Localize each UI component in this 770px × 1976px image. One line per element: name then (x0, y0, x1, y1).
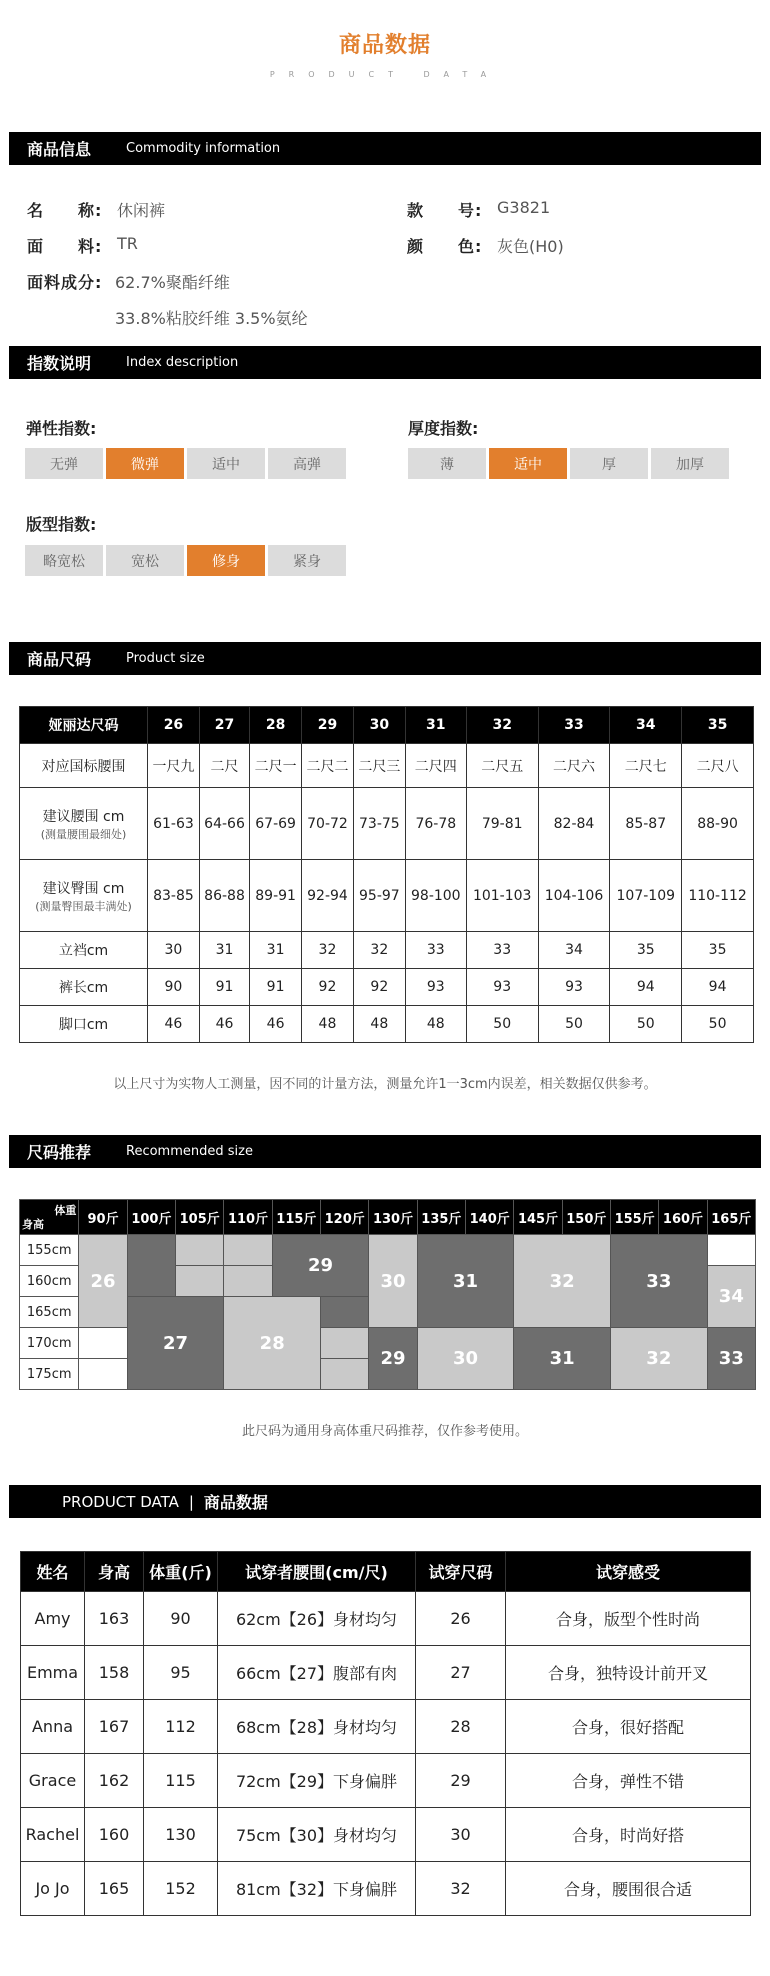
fit-option-selected[interactable]: 修身 (187, 545, 265, 576)
try-cell: 30 (416, 1808, 506, 1862)
info-label: 面料成分: (27, 273, 103, 292)
product-data-separator: | (188, 1492, 194, 1511)
section-bar-index (9, 346, 761, 379)
try-cell: 27 (416, 1646, 506, 1700)
recommend-cell-blank (176, 1266, 224, 1297)
size-cell: 91 (250, 969, 302, 1006)
size-col: 35 (682, 707, 754, 744)
try-header: 身高 (85, 1552, 144, 1592)
size-cell: 50 (466, 1006, 538, 1043)
size-cell: 二尺一 (250, 744, 302, 788)
size-cell: 101-103 (466, 860, 538, 932)
try-cell: 130 (144, 1808, 218, 1862)
size-cell: 104-106 (538, 860, 610, 932)
size-row (20, 1006, 754, 1043)
info-composition (27, 270, 230, 293)
recommend-cell-blank (321, 1297, 369, 1328)
recommend-cell: 33 (707, 1328, 755, 1390)
weight-col: 155斤 (611, 1200, 659, 1235)
recommend-cell: 29 (272, 1235, 369, 1297)
weight-col: 150斤 (562, 1200, 610, 1235)
size-cell: 33 (466, 932, 538, 969)
recommend-header-row (20, 1200, 756, 1235)
size-cell: 48 (405, 1006, 466, 1043)
size-cell: 46 (250, 1006, 302, 1043)
recommend-cell: 27 (127, 1297, 224, 1390)
size-row (20, 860, 754, 932)
try-cell: 95 (144, 1646, 218, 1700)
fit-title: 版型指数: (26, 515, 97, 534)
size-header-row (20, 707, 754, 744)
section-title-cn: 尺码推荐 (27, 1143, 92, 1162)
page-subtitle: PRODUCT DATA (269, 70, 501, 79)
recommend-cell: 32 (514, 1235, 611, 1328)
weight-col: 130斤 (369, 1200, 417, 1235)
try-cell: 66cm【27】腹部有肉 (218, 1646, 416, 1700)
size-cell: 32 (302, 932, 354, 969)
size-cell: 34 (538, 932, 610, 969)
weight-col: 165斤 (707, 1200, 755, 1235)
size-cell: 64-66 (199, 788, 249, 860)
size-note: 以上尺寸为实物人工测量，因不同的计量方法，测量允许1一3cm内误差，相关数据仅供参考。 (113, 1077, 657, 1092)
try-cell: 81cm【32】下身偏胖 (218, 1862, 416, 1916)
elastic-option-selected[interactable]: 微弹 (106, 448, 184, 479)
size-cell: 92-94 (302, 860, 354, 932)
size-row-label-text: 建议臀围 cm (42, 880, 125, 897)
size-cell: 48 (302, 1006, 354, 1043)
try-cell: 90 (144, 1592, 218, 1646)
elastic-option[interactable]: 适中 (187, 448, 265, 479)
size-row (20, 969, 754, 1006)
info-value: 33.8%粘胶纤维 3.5%氨纶 (115, 309, 308, 328)
weight-col: 105斤 (176, 1200, 224, 1235)
recommend-cell-blank (79, 1328, 127, 1359)
recommend-note: 此尺码为通用身高体重尺码推荐，仅作参考使用。 (241, 1424, 528, 1439)
try-header-row (21, 1552, 751, 1592)
elastic-option[interactable]: 高弹 (268, 448, 346, 479)
try-row (21, 1646, 751, 1700)
thickness-option[interactable]: 加厚 (651, 448, 729, 479)
info-label: 款 号: (407, 201, 483, 220)
recommend-cell: 31 (417, 1235, 514, 1328)
try-cell: 160 (85, 1808, 144, 1862)
size-cell: 93 (405, 969, 466, 1006)
recommend-cell-blank (127, 1235, 175, 1297)
section-bar-recommend (9, 1135, 761, 1168)
size-cell: 二尺二 (302, 744, 354, 788)
recommend-cell: 33 (611, 1235, 708, 1328)
try-cell: 72cm【29】下身偏胖 (218, 1754, 416, 1808)
try-cell: 115 (144, 1754, 218, 1808)
fit-option[interactable]: 略宽松 (25, 545, 103, 576)
try-cell: 29 (416, 1754, 506, 1808)
recommend-cell-blank (224, 1235, 272, 1266)
weight-col: 120斤 (321, 1200, 369, 1235)
size-cell: 46 (199, 1006, 249, 1043)
size-cell: 二尺六 (538, 744, 610, 788)
size-row-label-text: 对应国标腰围 (41, 758, 126, 775)
size-cell: 31 (250, 932, 302, 969)
info-style (407, 198, 550, 221)
thickness-option[interactable]: 薄 (408, 448, 486, 479)
recommend-cell: 34 (707, 1266, 755, 1328)
size-row (20, 788, 754, 860)
size-col: 29 (302, 707, 354, 744)
section-title-cn: 商品尺码 (27, 650, 92, 669)
recommend-cell: 28 (224, 1297, 321, 1390)
elastic-title: 弹性指数: (26, 419, 97, 438)
thickness-option-selected[interactable]: 适中 (489, 448, 567, 479)
size-cell: 86-88 (199, 860, 249, 932)
try-row (21, 1592, 751, 1646)
try-cell: Anna (21, 1700, 85, 1754)
recommend-table (19, 1199, 756, 1390)
try-row (21, 1700, 751, 1754)
size-col: 27 (199, 707, 249, 744)
size-cell: 93 (538, 969, 610, 1006)
height-row-label: 165cm (20, 1297, 79, 1328)
size-cell: 93 (466, 969, 538, 1006)
size-row-label (20, 860, 148, 932)
size-col: 30 (353, 707, 405, 744)
weight-col: 160斤 (659, 1200, 707, 1235)
height-row-label: 160cm (20, 1266, 79, 1297)
info-name (27, 198, 165, 221)
size-cell: 31 (199, 932, 249, 969)
recommend-cell: 32 (611, 1328, 708, 1390)
size-cell: 50 (610, 1006, 682, 1043)
size-cell: 35 (610, 932, 682, 969)
try-header: 姓名 (21, 1552, 85, 1592)
size-row (20, 744, 754, 788)
try-cell: Rachel (21, 1808, 85, 1862)
size-header-label: 娅丽达尺码 (20, 707, 148, 744)
section-title-cn: 指数说明 (27, 354, 92, 373)
size-cell: 二尺八 (682, 744, 754, 788)
try-cell: 28 (416, 1700, 506, 1754)
size-row-label-text: 建议腰围 cm (42, 808, 125, 825)
section-bar-size (9, 642, 761, 675)
try-cell: 62cm【26】身材均匀 (218, 1592, 416, 1646)
size-cell: 92 (302, 969, 354, 1006)
size-row-label (20, 788, 148, 860)
product-data-en: PRODUCT DATA (62, 1492, 179, 1511)
recommend-cell-blank (707, 1235, 755, 1266)
size-row-label-text: 脚口cm (58, 1017, 109, 1033)
try-cell: 26 (416, 1592, 506, 1646)
size-col: 26 (148, 707, 200, 744)
product-data-bar (9, 1485, 761, 1518)
try-on-table (20, 1551, 751, 1916)
size-cell: 94 (610, 969, 682, 1006)
size-cell: 91 (199, 969, 249, 1006)
recommend-cell-blank (176, 1235, 224, 1266)
info-value: 灰色(H0) (497, 237, 564, 256)
try-cell: 112 (144, 1700, 218, 1754)
size-row-label-text: 立裆cm (58, 943, 109, 959)
size-cell: 94 (682, 969, 754, 1006)
fit-option[interactable]: 紧身 (268, 545, 346, 576)
size-col: 31 (405, 707, 466, 744)
size-cell: 30 (148, 932, 200, 969)
try-cell: 163 (85, 1592, 144, 1646)
elastic-option[interactable]: 无弹 (25, 448, 103, 479)
recommend-cell: 30 (417, 1328, 514, 1390)
recommend-corner (20, 1200, 79, 1235)
size-cell: 70-72 (302, 788, 354, 860)
info-fabric (27, 234, 138, 257)
try-header: 试穿者腰围(cm/尺) (218, 1552, 416, 1592)
recommend-cell-blank (321, 1359, 369, 1390)
size-cell: 61-63 (148, 788, 200, 860)
try-cell: 合身，时尚好搭 (506, 1808, 751, 1862)
size-cell: 95-97 (353, 860, 405, 932)
size-cell: 98-100 (405, 860, 466, 932)
info-value: TR (117, 234, 138, 253)
weight-col: 140斤 (466, 1200, 514, 1235)
thickness-option[interactable]: 厚 (570, 448, 648, 479)
section-title-en: Index description (126, 355, 239, 370)
size-row-label (20, 744, 148, 788)
info-value: 62.7%聚酯纤维 (115, 273, 230, 292)
section-title-cn: 商品信息 (27, 140, 92, 159)
size-cell: 48 (353, 1006, 405, 1043)
try-cell: 152 (144, 1862, 218, 1916)
size-cell: 二尺三 (353, 744, 405, 788)
section-title-en: Commodity information (126, 141, 281, 156)
size-row-label (20, 932, 148, 969)
weight-col: 100斤 (127, 1200, 175, 1235)
try-row (21, 1754, 751, 1808)
try-cell: 167 (85, 1700, 144, 1754)
size-cell: 46 (148, 1006, 200, 1043)
size-cell: 二尺四 (405, 744, 466, 788)
recommend-cell-blank (79, 1359, 127, 1390)
height-row-label: 170cm (20, 1328, 79, 1359)
section-title-en: Product size (126, 651, 205, 666)
size-cell: 二尺七 (610, 744, 682, 788)
recommend-cell: 29 (369, 1328, 417, 1390)
recommend-cell: 26 (79, 1235, 127, 1328)
size-row (20, 932, 754, 969)
try-cell: 合身，腰围很合适 (506, 1862, 751, 1916)
info-label: 名 称: (27, 201, 103, 220)
size-cell: 85-87 (610, 788, 682, 860)
section-bar-commodity (9, 132, 761, 165)
size-row-label (20, 969, 148, 1006)
size-table (19, 706, 754, 1043)
weight-col: 90斤 (79, 1200, 127, 1235)
try-cell: 合身，版型个性时尚 (506, 1592, 751, 1646)
size-row-label-note: (测量腰围最细处) (40, 827, 127, 841)
try-cell: 合身，弹性不错 (506, 1754, 751, 1808)
size-cell: 88-90 (682, 788, 754, 860)
thickness-title: 厚度指数: (408, 419, 479, 438)
info-color (407, 234, 564, 257)
recommend-cell-blank (321, 1328, 369, 1359)
size-cell: 107-109 (610, 860, 682, 932)
try-cell: 162 (85, 1754, 144, 1808)
size-row-label (20, 1006, 148, 1043)
size-cell: 110-112 (682, 860, 754, 932)
size-col: 34 (610, 707, 682, 744)
size-cell: 50 (538, 1006, 610, 1043)
try-row (21, 1862, 751, 1916)
try-cell: 合身，独特设计前开叉 (506, 1646, 751, 1700)
size-cell: 76-78 (405, 788, 466, 860)
size-cell: 32 (353, 932, 405, 969)
size-col: 28 (250, 707, 302, 744)
try-cell: Emma (21, 1646, 85, 1700)
size-col: 32 (466, 707, 538, 744)
info-value: G3821 (497, 198, 551, 217)
size-row-label-text: 裤长cm (58, 980, 109, 996)
corner-weight-label: 体重 (54, 1204, 77, 1217)
page-title: 商品数据 (338, 33, 431, 58)
try-cell: 158 (85, 1646, 144, 1700)
weight-col: 145斤 (514, 1200, 562, 1235)
try-header: 试穿尺码 (416, 1552, 506, 1592)
size-cell: 90 (148, 969, 200, 1006)
info-label: 颜 色: (407, 237, 483, 256)
try-cell: 32 (416, 1862, 506, 1916)
weight-col: 110斤 (224, 1200, 272, 1235)
weight-col: 135斤 (417, 1200, 465, 1235)
size-cell: 50 (682, 1006, 754, 1043)
size-cell: 92 (353, 969, 405, 1006)
height-row-label: 175cm (20, 1359, 79, 1390)
info-composition-line2 (115, 306, 308, 329)
info-label: 面 料: (27, 237, 103, 256)
thickness-options (408, 448, 729, 479)
try-cell: Amy (21, 1592, 85, 1646)
fit-option[interactable]: 宽松 (106, 545, 184, 576)
try-cell: 合身，很好搭配 (506, 1700, 751, 1754)
recommend-cell: 31 (514, 1328, 611, 1390)
try-cell: 68cm【28】身材均匀 (218, 1700, 416, 1754)
size-cell: 67-69 (250, 788, 302, 860)
size-cell: 83-85 (148, 860, 200, 932)
size-cell: 89-91 (250, 860, 302, 932)
size-cell: 82-84 (538, 788, 610, 860)
recommend-cell-blank (224, 1266, 272, 1297)
size-cell: 二尺五 (466, 744, 538, 788)
height-row-label: 155cm (20, 1235, 79, 1266)
try-header: 体重(斤) (144, 1552, 218, 1592)
product-data-cn: 商品数据 (203, 1493, 268, 1512)
size-cell: 35 (682, 932, 754, 969)
try-cell: Jo Jo (21, 1862, 85, 1916)
corner-height-label: 身高 (22, 1218, 44, 1231)
size-cell: 一尺九 (148, 744, 200, 788)
try-row (21, 1808, 751, 1862)
try-cell: 75cm【30】身材均匀 (218, 1808, 416, 1862)
info-value: 休闲裤 (117, 201, 166, 220)
size-cell: 73-75 (353, 788, 405, 860)
try-cell: 165 (85, 1862, 144, 1916)
fit-options (25, 545, 346, 576)
size-cell: 33 (405, 932, 466, 969)
weight-col: 115斤 (272, 1200, 320, 1235)
try-cell: Grace (21, 1754, 85, 1808)
recommend-cell: 30 (369, 1235, 417, 1328)
try-header: 试穿感受 (506, 1552, 751, 1592)
size-row-label-note: (测量臀围最丰满处) (35, 899, 132, 913)
size-col: 33 (538, 707, 610, 744)
section-title-en: Recommended size (126, 1144, 253, 1159)
size-cell: 79-81 (466, 788, 538, 860)
size-cell: 二尺 (199, 744, 249, 788)
elastic-options (25, 448, 346, 479)
